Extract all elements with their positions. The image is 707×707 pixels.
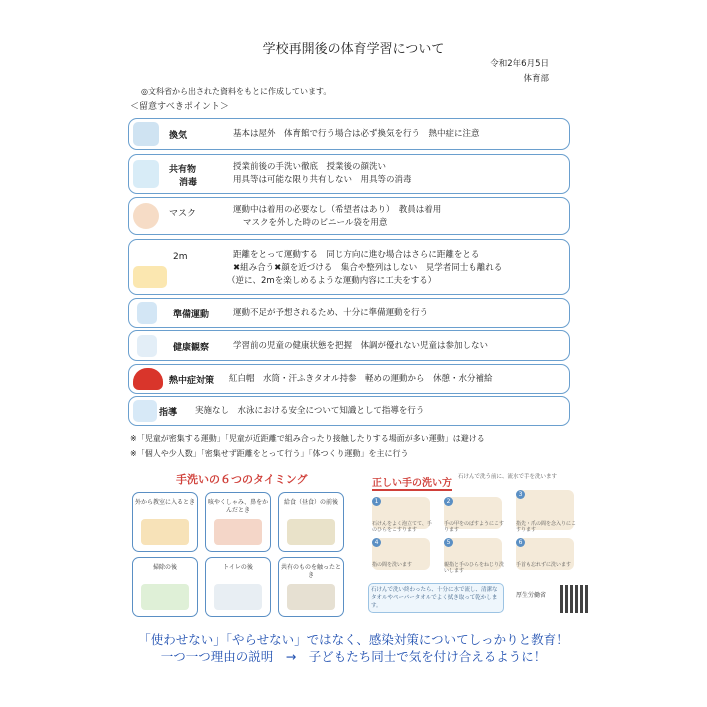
qr-code-icon [560,585,588,613]
bottom-message-2: 一つ一つ理由の説明 → 子どもたち同士で気を付け合えるように！ [160,649,547,664]
point-text: 実施なし 水泳における安全について知識として指導を行う [195,406,425,416]
step-caption: 石けんをよく泡立てて、手のひらをこすります [372,521,432,533]
handwash-icon [133,160,159,188]
point-text: 基本は屋外 体育館で行う場合は必ず換気を行う 熱中症に注意 [233,129,480,139]
point-mask [128,197,570,235]
source-note: ◎文科省から出された資料をもとに作成しています。 [141,87,332,96]
timing-card [278,492,344,552]
mask-face-icon [133,203,159,229]
point-text: 学習前の児童の健康状態を把握 体調が優れない児童は参加しない [233,341,489,351]
timing-card [205,557,271,617]
step-caption: 手の甲をのばすようにこすります [444,521,505,533]
footnote-2: ※「個人や少人数」「密集せず距離をとって行う」「体つくり運動」を主に行う [130,449,409,458]
stretching-child-icon [137,302,157,324]
wash-footer-note: 石けんで洗い終わったら、十分に水で流し、清潔なタオルやペーパータオルでよく拭き取って乾かします。 [368,583,504,613]
point-label: 換気 [169,131,188,141]
red-cap-icon [133,368,163,390]
children-entering-icon [141,519,189,545]
point-shared-items [128,154,570,194]
timing-caption: 咳やくしゃみ、鼻をかんだとき [207,499,269,514]
point-text-2: ✖組み合う✖顔を近づける 集合や整列はしない 見学者同士も離れる [233,263,503,273]
bottom-message-1: 「使わせない」「やらせない」ではなく、感染対策についてしっかりと教育！ [138,632,569,647]
step-number: 5 [444,538,453,547]
point-text-3: （逆に、2mを楽しめるような運動内容に工夫をする） [227,276,437,286]
step-number: 3 [516,490,525,499]
department: 体育部 [523,74,549,84]
page-title: 学校再開後の体育学習について [262,42,445,57]
point-text-1: 授業前後の手洗い徹底 授業後の顔洗い [233,162,387,172]
point-label: 健康観察 [173,343,210,353]
step-number: 4 [372,538,381,547]
point-label: 2m [173,252,188,262]
footnote-1: ※「児童が密集する運動」「児童が近距離で組み合ったり接触したりする場面が多い運動」は避ける [130,434,485,443]
timing-caption: 外から教室に入るとき [134,499,195,506]
point-health-check [128,330,570,361]
point-text-1: 運動中は着用の必要なし（希望者はあり） 教員は着用 [233,205,442,215]
point-label-b: 消毒 [179,178,198,188]
date: 令和2年6月5日 [490,59,549,69]
point-ventilation [128,118,570,150]
lunch-icon [287,519,335,545]
toilet-icon [214,584,262,610]
point-text: 運動不足が予想されるため、十分に準備運動を行う [233,308,429,318]
point-label: 熱中症対策 [169,376,215,386]
window-icon [133,122,159,146]
point-text: 紅白帽 水筒・汗ふきタオル持参 軽めの運動から 休憩・水分補給 [229,374,493,384]
sneezing-child-icon [214,519,262,545]
points-heading: ＜留意すべきポイント＞ [130,102,229,112]
step-number: 1 [372,497,381,506]
step-number: 2 [444,497,453,506]
timing-card [278,557,344,617]
teacher-icon [133,400,157,422]
point-distance [128,239,570,295]
child-icon [137,335,157,357]
poster-intro: 石けんで洗う前に、流水で手を洗います [458,474,558,480]
point-text-2: マスクを外した時のビニール袋を用意 [243,218,388,228]
poster-title: 正しい手の洗い方 [372,474,452,491]
timing-caption: 共有のものを触ったとき [280,564,341,579]
children-distance-icon [133,266,167,288]
poster-title: 手洗いの６つのタイミング [176,473,308,486]
playground-icon [287,584,335,610]
step-caption: 手首も忘れずに洗います [516,562,572,568]
step-number: 6 [516,538,525,547]
point-heatstroke [128,364,570,394]
timing-caption: 掃除の後 [152,564,177,571]
cleaning-icon [141,584,189,610]
timing-card [132,557,198,617]
point-label-a: 共有物 [169,165,197,175]
point-warmup [128,298,570,328]
timing-card [205,492,271,552]
point-label: 指導 [159,408,178,418]
point-instruction [128,396,570,426]
step-caption: 親指と手のひらをねじり洗いします [444,562,505,574]
ministry-logo: 厚生労働省 [516,592,547,599]
step-caption: 指の間を洗います [372,562,413,568]
point-text-2: 用具等は可能な限り共有しない 用具等の消毒 [233,175,412,185]
point-label: 準備運動 [173,310,210,320]
step-caption: 指先・爪の間を念入りにこすります [516,521,577,533]
timing-caption: 給食（昼食）の前後 [283,499,338,506]
timing-caption: トイレの後 [223,564,253,571]
point-label: マスク [169,209,197,219]
timing-card [132,492,198,552]
point-text-1: 距離をとって運動する 同じ方向に進む場合はさらに距離をとる [233,250,480,260]
